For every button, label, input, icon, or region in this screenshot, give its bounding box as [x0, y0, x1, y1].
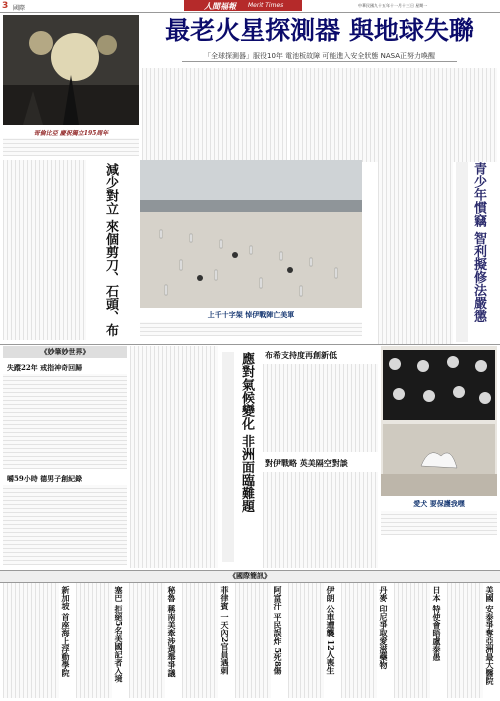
column-item-2-body — [3, 485, 127, 565]
briefs-section — [0, 583, 500, 701]
brief-body — [182, 583, 218, 698]
brand-logo: 人間福報 — [204, 1, 236, 11]
youth-body — [378, 160, 453, 345]
brief-item — [182, 583, 234, 698]
brief-headline: 菲律賓 一天內2官員遇刺 — [220, 586, 230, 675]
issue-date: 中華民國九十五年十一月十三日 星期一 — [358, 3, 428, 8]
section-name: 國際 — [13, 5, 26, 12]
lead-subhead: 「全球探測器」服役10年 電池板故障 可能進入安全狀態 NASA正努力喚醒 — [204, 52, 435, 60]
brief-headline: 日本 特使會晤盧泰愚 — [432, 586, 442, 661]
bush-headline: 布希支持度再創新低 — [265, 350, 337, 360]
top-photo-caption: 哥倫比亞 慶祝獨立195周年 — [33, 130, 109, 137]
crosses-photo-story — [140, 160, 378, 352]
brief-item — [341, 583, 393, 698]
brief-headline: 阿富汗 平民誤炸 5死8傷 — [273, 586, 283, 675]
top-photo-caption-body — [3, 138, 139, 156]
soldiers-subhead — [90, 163, 100, 343]
mid-rule — [0, 344, 500, 345]
climate-body — [130, 346, 218, 568]
brief-item — [129, 583, 181, 698]
beach-crosses-photo — [140, 160, 362, 308]
ireland-body — [263, 472, 378, 568]
crosses-caption-body — [140, 322, 362, 336]
lead-subhead-rule — [182, 61, 457, 62]
youth-story — [378, 160, 498, 345]
masthead-rule — [0, 12, 500, 13]
brief-headline: 新加坡 首座海上浮動學院 — [61, 586, 71, 677]
brand-english: Merit Times — [248, 2, 284, 9]
bush-body — [263, 364, 378, 452]
climate-subhead — [222, 352, 234, 562]
lead-story-body-left — [142, 68, 287, 162]
briefs-band-title: 《國際簡訊》 — [229, 571, 271, 580]
brief-body — [288, 583, 324, 698]
lead-headline: 最老火星探測器 與地球失聯 — [165, 16, 474, 45]
masthead — [0, 0, 500, 14]
column-item-1-body — [3, 374, 127, 469]
brief-item — [394, 583, 446, 698]
soldiers-story-body — [3, 160, 86, 340]
top-photo-story — [3, 15, 139, 157]
dogs-caption: 愛犬 要保護我嘿 — [413, 499, 465, 508]
brief-headline: 塞巴 拒絕5名美國記者入境 — [114, 586, 124, 683]
brief-item — [235, 583, 287, 698]
youth-headline: 青少年慣竊 智利擬修法嚴懲 — [471, 162, 486, 323]
dogs-photo-story — [381, 346, 497, 568]
brief-item — [447, 583, 499, 698]
celebration-photo — [3, 15, 139, 125]
brief-headline: 丹麥 印尼爭取愛滋藥物 — [379, 586, 389, 669]
brief-body — [235, 583, 271, 698]
brand-bar — [184, 0, 302, 11]
climate-story — [130, 346, 260, 568]
youth-subhead — [456, 162, 468, 342]
bush-story — [263, 346, 378, 568]
brief-item — [76, 583, 128, 698]
brief-headline: 秘魯 稱南美牽涉選舉爭議 — [167, 586, 177, 677]
brief-headline: 美國 安泰爭奪亞洲最大醫院 — [485, 586, 495, 685]
brief-body — [129, 583, 165, 698]
brief-body — [3, 583, 59, 698]
brief-body — [76, 583, 112, 698]
page-number: 3 — [2, 1, 9, 11]
climate-headline: 應對氣候變化 非洲面臨難題 — [239, 352, 254, 513]
brief-body — [341, 583, 377, 698]
dogs-caption-body — [381, 511, 497, 535]
column-title: 《妙筆妙世界》 — [40, 347, 90, 356]
lead-story-body — [290, 68, 497, 162]
crosses-caption: 上千十字架 悼伊戰陣亡美軍 — [207, 310, 295, 319]
soldiers-headline: 減少對立 來個剪刀、石頭、布 — [103, 163, 118, 337]
column-section — [3, 346, 127, 568]
ireland-headline: 對伊戰略 英美隔空對談 — [265, 458, 348, 468]
lead-story-head — [142, 15, 497, 67]
brief-headline: 伊朗 公車遭襲 12人喪生 — [326, 586, 336, 675]
brief-item — [3, 583, 75, 698]
column-item-1-title: 失蹤22年 戒指神奇回歸 — [7, 363, 83, 372]
brief-body — [394, 583, 430, 698]
brief-body — [447, 583, 483, 698]
dog-posters-photo — [381, 346, 497, 496]
column-item-2-title: 嚼59小時 德男子創紀錄 — [7, 474, 83, 483]
brief-item — [288, 583, 340, 698]
